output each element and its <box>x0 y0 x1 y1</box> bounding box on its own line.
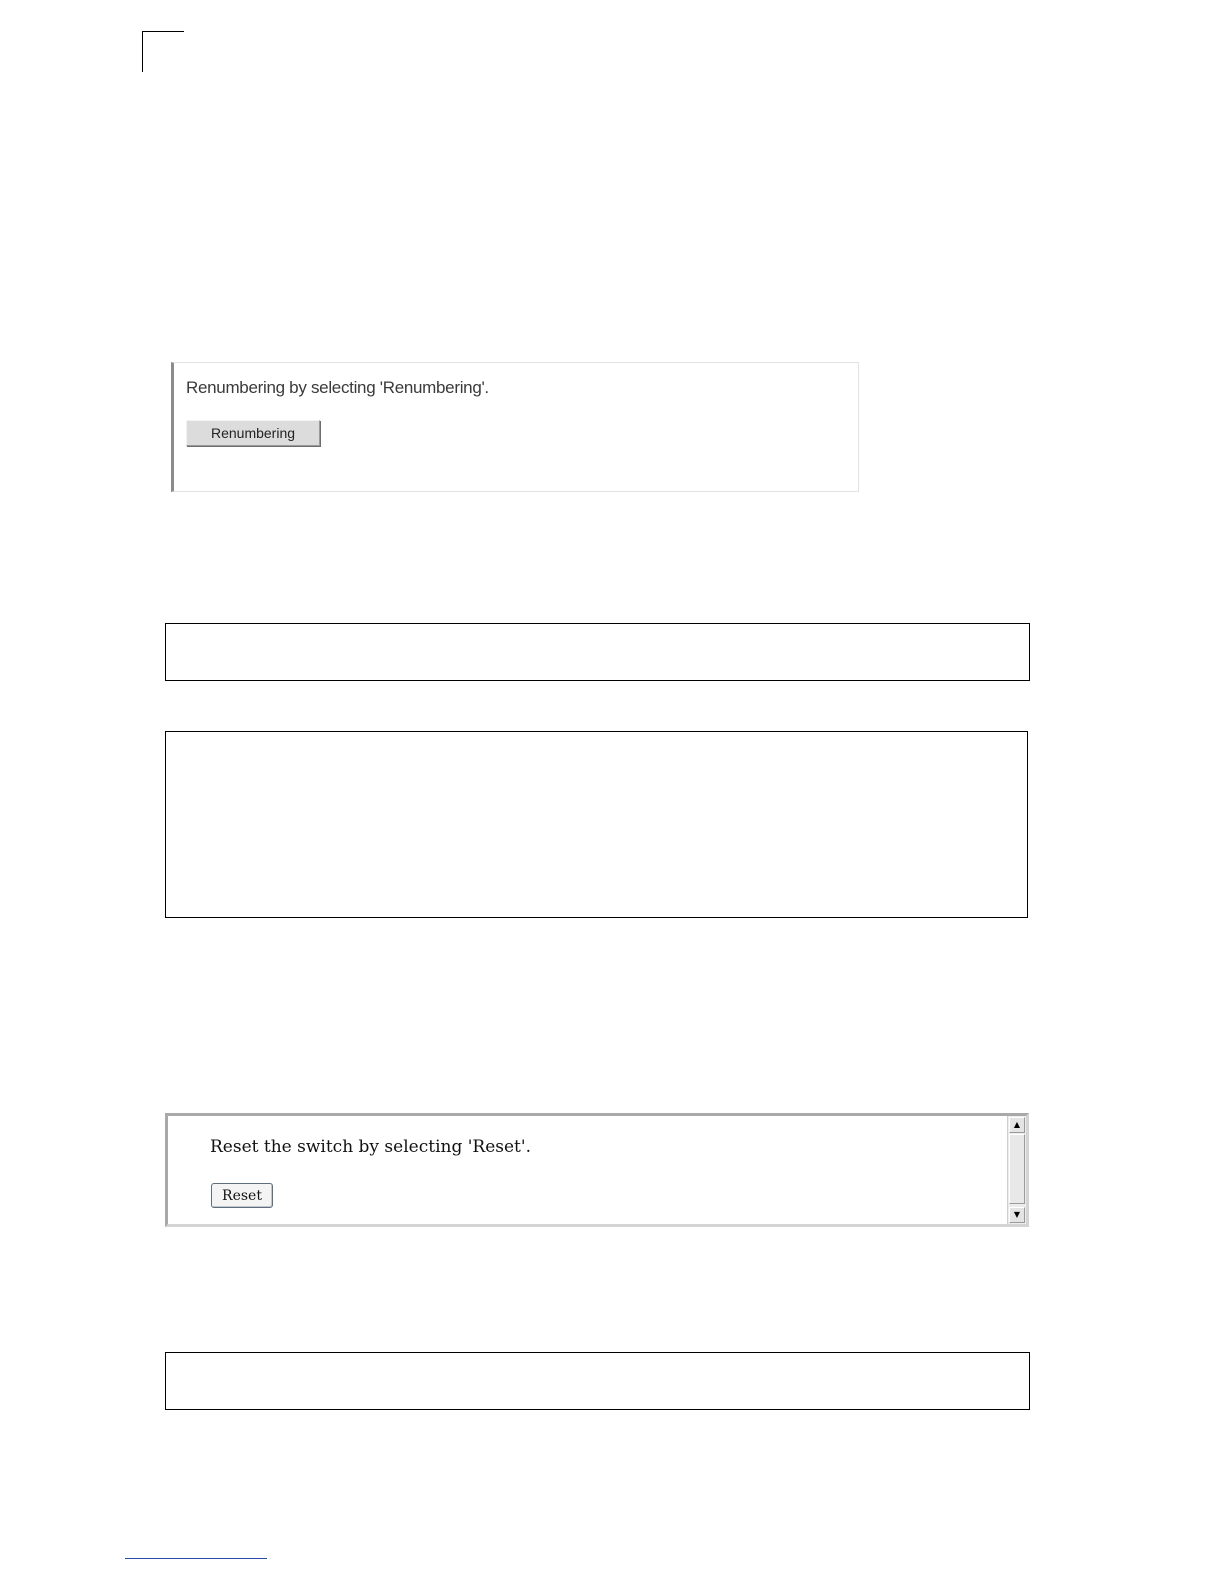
footer-rule <box>125 1558 267 1559</box>
vertical-scrollbar[interactable] <box>1007 1116 1026 1224</box>
reset-instruction: Reset the switch by selecting 'Reset'. <box>210 1137 531 1157</box>
reset-button[interactable]: Reset <box>211 1183 273 1208</box>
renumber-instruction: Renumbering by selecting 'Renumbering'. <box>186 378 489 397</box>
renumbering-button[interactable]: Renumbering <box>186 420 320 446</box>
renumber-panel <box>171 362 859 492</box>
empty-text-box-1 <box>165 623 1030 681</box>
empty-text-box-2 <box>165 731 1028 918</box>
reset-panel <box>165 1113 1029 1227</box>
crop-mark <box>142 31 184 72</box>
empty-text-box-3 <box>165 1352 1030 1410</box>
scroll-thumb[interactable] <box>1009 1134 1025 1204</box>
scroll-up-icon[interactable]: ▲ <box>1009 1117 1025 1133</box>
scroll-down-icon[interactable]: ▼ <box>1009 1207 1025 1223</box>
